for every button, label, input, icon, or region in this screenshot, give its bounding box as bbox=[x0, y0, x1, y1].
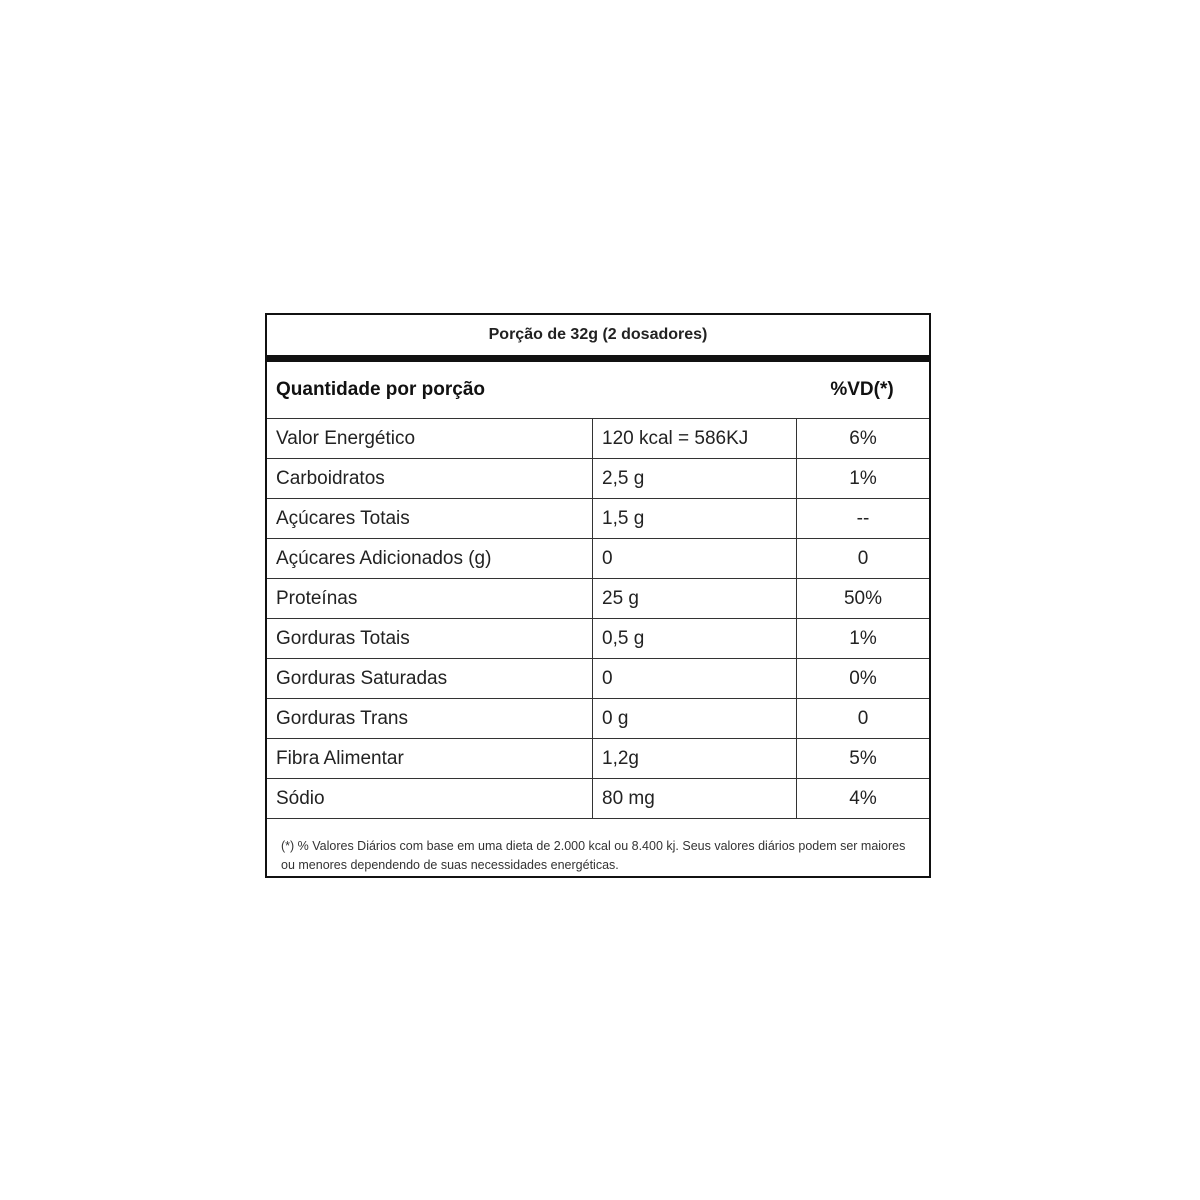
table-header bbox=[267, 362, 929, 419]
nutrient-amount: 0,5 g bbox=[593, 619, 797, 658]
nutrient-name: Valor Energético bbox=[267, 419, 593, 458]
table-row bbox=[267, 779, 929, 819]
nutrient-name: Gorduras Totais bbox=[267, 619, 593, 658]
nutrient-name: Sódio bbox=[267, 779, 593, 818]
table-row bbox=[267, 699, 929, 739]
nutrient-name: Gorduras Saturadas bbox=[267, 659, 593, 698]
nutrient-amount: 25 g bbox=[593, 579, 797, 618]
nutrient-name: Gorduras Trans bbox=[267, 699, 593, 738]
nutrient-daily-value: 5% bbox=[849, 747, 877, 769]
nutrient-name: Fibra Alimentar bbox=[267, 739, 593, 778]
nutrient-amount: 80 mg bbox=[593, 779, 797, 818]
nutrient-daily-value: 6% bbox=[849, 427, 877, 449]
nutrition-facts-table bbox=[265, 313, 931, 878]
daily-value-footnote: (*) % Valores Diários com base em uma dieta de 2.000 kcal ou 8.400 kj. Seus valores diários podem ser maiores ou menores dependendo de suas necessidades energéticas. bbox=[281, 839, 906, 872]
nutrient-name: Carboidratos bbox=[267, 459, 593, 498]
nutrient-amount: 0 bbox=[593, 659, 797, 698]
nutrient-name: Açúcares Adicionados (g) bbox=[267, 539, 593, 578]
nutrient-rows bbox=[267, 419, 929, 819]
nutrient-name: Açúcares Totais bbox=[267, 499, 593, 538]
quantity-per-serving-heading: Quantidade por porção bbox=[276, 379, 486, 400]
nutrient-daily-value: 0% bbox=[849, 667, 877, 689]
nutrient-amount: 1,5 g bbox=[593, 499, 797, 538]
daily-value-heading: %VD(*) bbox=[830, 379, 894, 400]
table-row bbox=[267, 459, 929, 499]
nutrient-amount: 1,2g bbox=[593, 739, 797, 778]
thick-divider bbox=[267, 355, 929, 362]
nutrient-daily-value: 1% bbox=[849, 627, 877, 649]
table-row bbox=[267, 579, 929, 619]
nutrient-amount: 0 g bbox=[593, 699, 797, 738]
nutrient-amount: 2,5 g bbox=[593, 459, 797, 498]
table-row bbox=[267, 739, 929, 779]
table-row bbox=[267, 539, 929, 579]
nutrient-name: Proteínas bbox=[267, 579, 593, 618]
table-row bbox=[267, 619, 929, 659]
table-row bbox=[267, 499, 929, 539]
nutrient-daily-value: 50% bbox=[843, 587, 883, 609]
table-row bbox=[267, 419, 929, 459]
nutrient-daily-value: -- bbox=[856, 507, 870, 529]
nutrient-daily-value: 0 bbox=[857, 547, 869, 569]
table-row bbox=[267, 659, 929, 699]
nutrient-amount: 0 bbox=[593, 539, 797, 578]
nutrient-daily-value: 1% bbox=[849, 467, 877, 489]
serving-size: Porção de 32g (2 dosadores) bbox=[488, 326, 708, 343]
nutrient-daily-value: 0 bbox=[857, 707, 869, 729]
nutrient-amount: 120 kcal = 586KJ bbox=[593, 419, 797, 458]
nutrient-daily-value: 4% bbox=[849, 787, 877, 809]
